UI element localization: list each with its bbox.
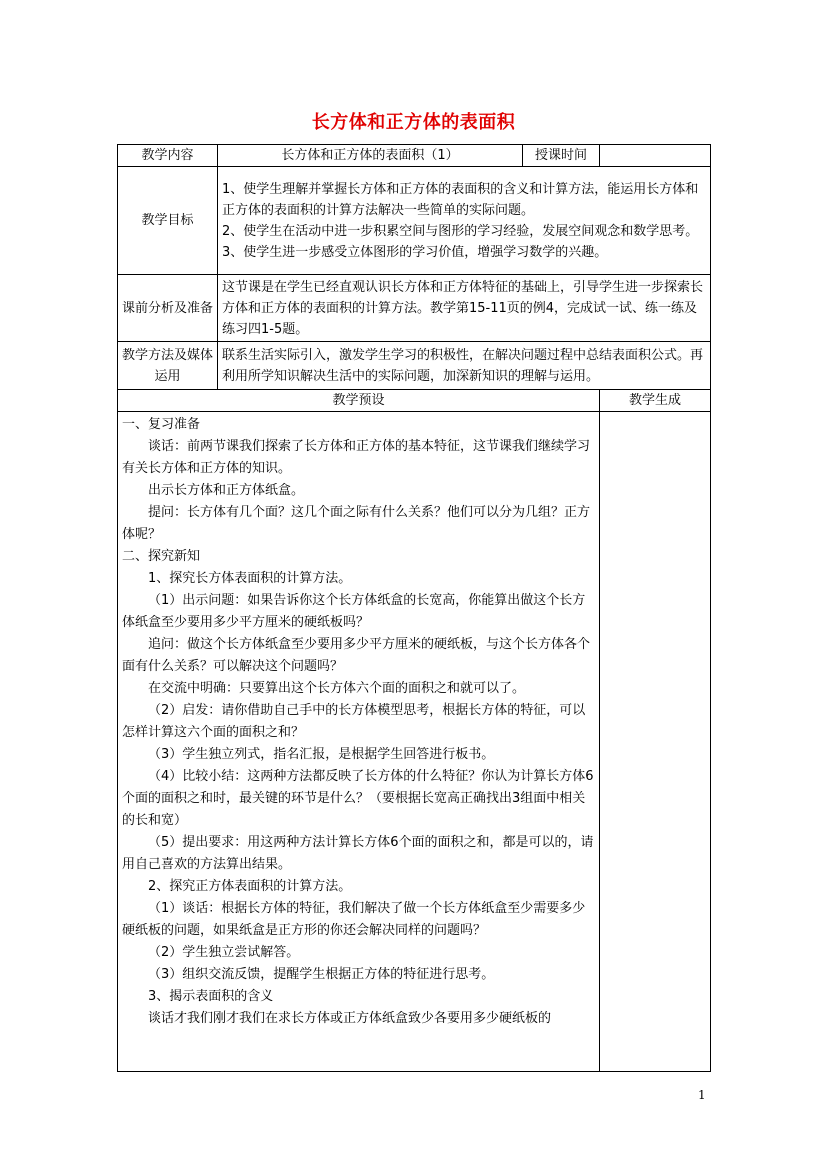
plan-paragraph: 追问：做这个长方体纸盒至少要用多少平方厘米的硬纸板，与这个长方体各个面有什么关系？可以解决这个问题吗？ — [122, 637, 591, 674]
row-plan-body — [118, 412, 711, 1072]
label-methods-media: 教学方法及媒体运用 — [118, 342, 218, 390]
page-number: 1 — [698, 1088, 706, 1102]
row-goals — [118, 167, 711, 275]
pre-class-analysis-value: 这节课是在学生已经直观认识长方体和正方体特征的基础上，引导学生进一步探索长方体和正方体的表面积的计算方法。教学第15-11页的例4，完成试一试、练一练及练习四1-5题。 — [218, 275, 711, 342]
label-pre-class-analysis: 课前分析及准备 — [118, 275, 218, 342]
plan-paragraph: 1、探究长方体表面积的计算方法。 — [148, 571, 352, 586]
plan-paragraph: （2）学生独立尝试解答。 — [148, 945, 300, 960]
row-plan-header — [118, 390, 711, 412]
label-teaching-plan: 教学预设 — [118, 390, 600, 412]
label-teaching-content: 教学内容 — [118, 145, 218, 167]
row-analysis — [118, 275, 711, 342]
goal-line: 3、使学生进一步感受立体图形的学习价值，增强学习数学的兴趣。 — [222, 244, 608, 260]
methods-media-value: 联系生活实际引入，激发学生学习的积极性，在解决问题过程中总结表面积公式。再利用所学知识解决生活中的实际问题，加深新知识的理解与运用。 — [218, 342, 711, 390]
lesson-plan-table — [117, 144, 711, 1072]
plan-paragraph: 在交流中明确：只要算出这个长方体六个面的面积之和就可以了。 — [148, 681, 526, 696]
teaching-plan-body — [118, 412, 600, 1072]
plan-paragraph: （3）学生独立列式，指名汇报，是根据学生回答进行板书。 — [148, 747, 495, 762]
teaching-content-value: 长方体和正方体的表面积（1） — [218, 145, 523, 167]
plan-paragraph: 3、揭示表面积的含义 — [148, 989, 274, 1004]
plan-paragraph: 提问：长方体有几个面？这几个面之际有什么关系？他们可以分为几组？正方体呢？ — [122, 505, 591, 542]
label-teaching-goals: 教学目标 — [118, 167, 218, 275]
plan-paragraph: （2）启发：请你借助自己手中的长方体模型思考，根据长方体的特征，可以怎样计算这六个面的面积之和？ — [122, 703, 586, 740]
plan-paragraph: （4）比较小结：这两种方法都反映了长方体的什么特征？你认为计算长方体6个面的面积之和时，最关键的环节是什么？（要根据长宽高正确找出3组面中相关的长和宽） — [122, 769, 594, 828]
label-class-time: 授课时间 — [523, 145, 600, 167]
plan-paragraph: 2、探究正方体表面积的计算方法。 — [148, 879, 352, 894]
teaching-goals-value — [218, 167, 711, 275]
plan-paragraph: 一、复习准备 — [122, 417, 201, 432]
teaching-outcome-body — [600, 412, 711, 1072]
plan-paragraph: 出示长方体和正方体纸盒。 — [148, 483, 305, 498]
plan-paragraph: （1）出示问题：如果告诉你这个长方体纸盒的长宽高，你能算出做这个长方体纸盒至少要用多少平方厘米的硬纸板吗？ — [122, 593, 586, 630]
document-title: 长方体和正方体的表面积 — [311, 112, 516, 133]
row-methods — [118, 342, 711, 390]
row-content — [118, 145, 711, 167]
plan-paragraph: （3）组织交流反馈，提醒学生根据正方体的特征进行思考。 — [148, 967, 495, 982]
plan-paragraph: 谈话：前两节课我们探索了长方体和正方体的基本特征，这节课我们继续学习有关长方体和正方体的知识。 — [122, 439, 591, 476]
goal-line: 2、使学生在活动中进一步积累空间与图形的学习经验，发展空间观念和数学思考。 — [222, 223, 699, 239]
plan-paragraph: （1）谈话：根据长方体的特征，我们解决了做一个长方体纸盒至少需要多少硬纸板的问题，如果纸盒是正方形的你还会解决同样的问题吗？ — [122, 901, 586, 938]
goal-line: 1、使学生理解并掌握长方体和正方体的表面积的含义和计算方法，能运用长方体和正方体的表面积的计算方法解决一些简单的实际问题。 — [222, 181, 699, 218]
class-time-value — [600, 145, 711, 167]
plan-paragraph: 谈话才我们刚才我们在求长方体或正方体纸盒致少各要用多少硬纸板的 — [148, 1011, 552, 1026]
plan-paragraph: （5）提出要求：用这两种方法计算长方体6个面的面积之和，都是可以的，请用自己喜欢的方法算出结果。 — [122, 835, 594, 872]
label-teaching-outcome: 教学生成 — [600, 390, 711, 412]
plan-paragraph: 二、探究新知 — [122, 549, 201, 564]
